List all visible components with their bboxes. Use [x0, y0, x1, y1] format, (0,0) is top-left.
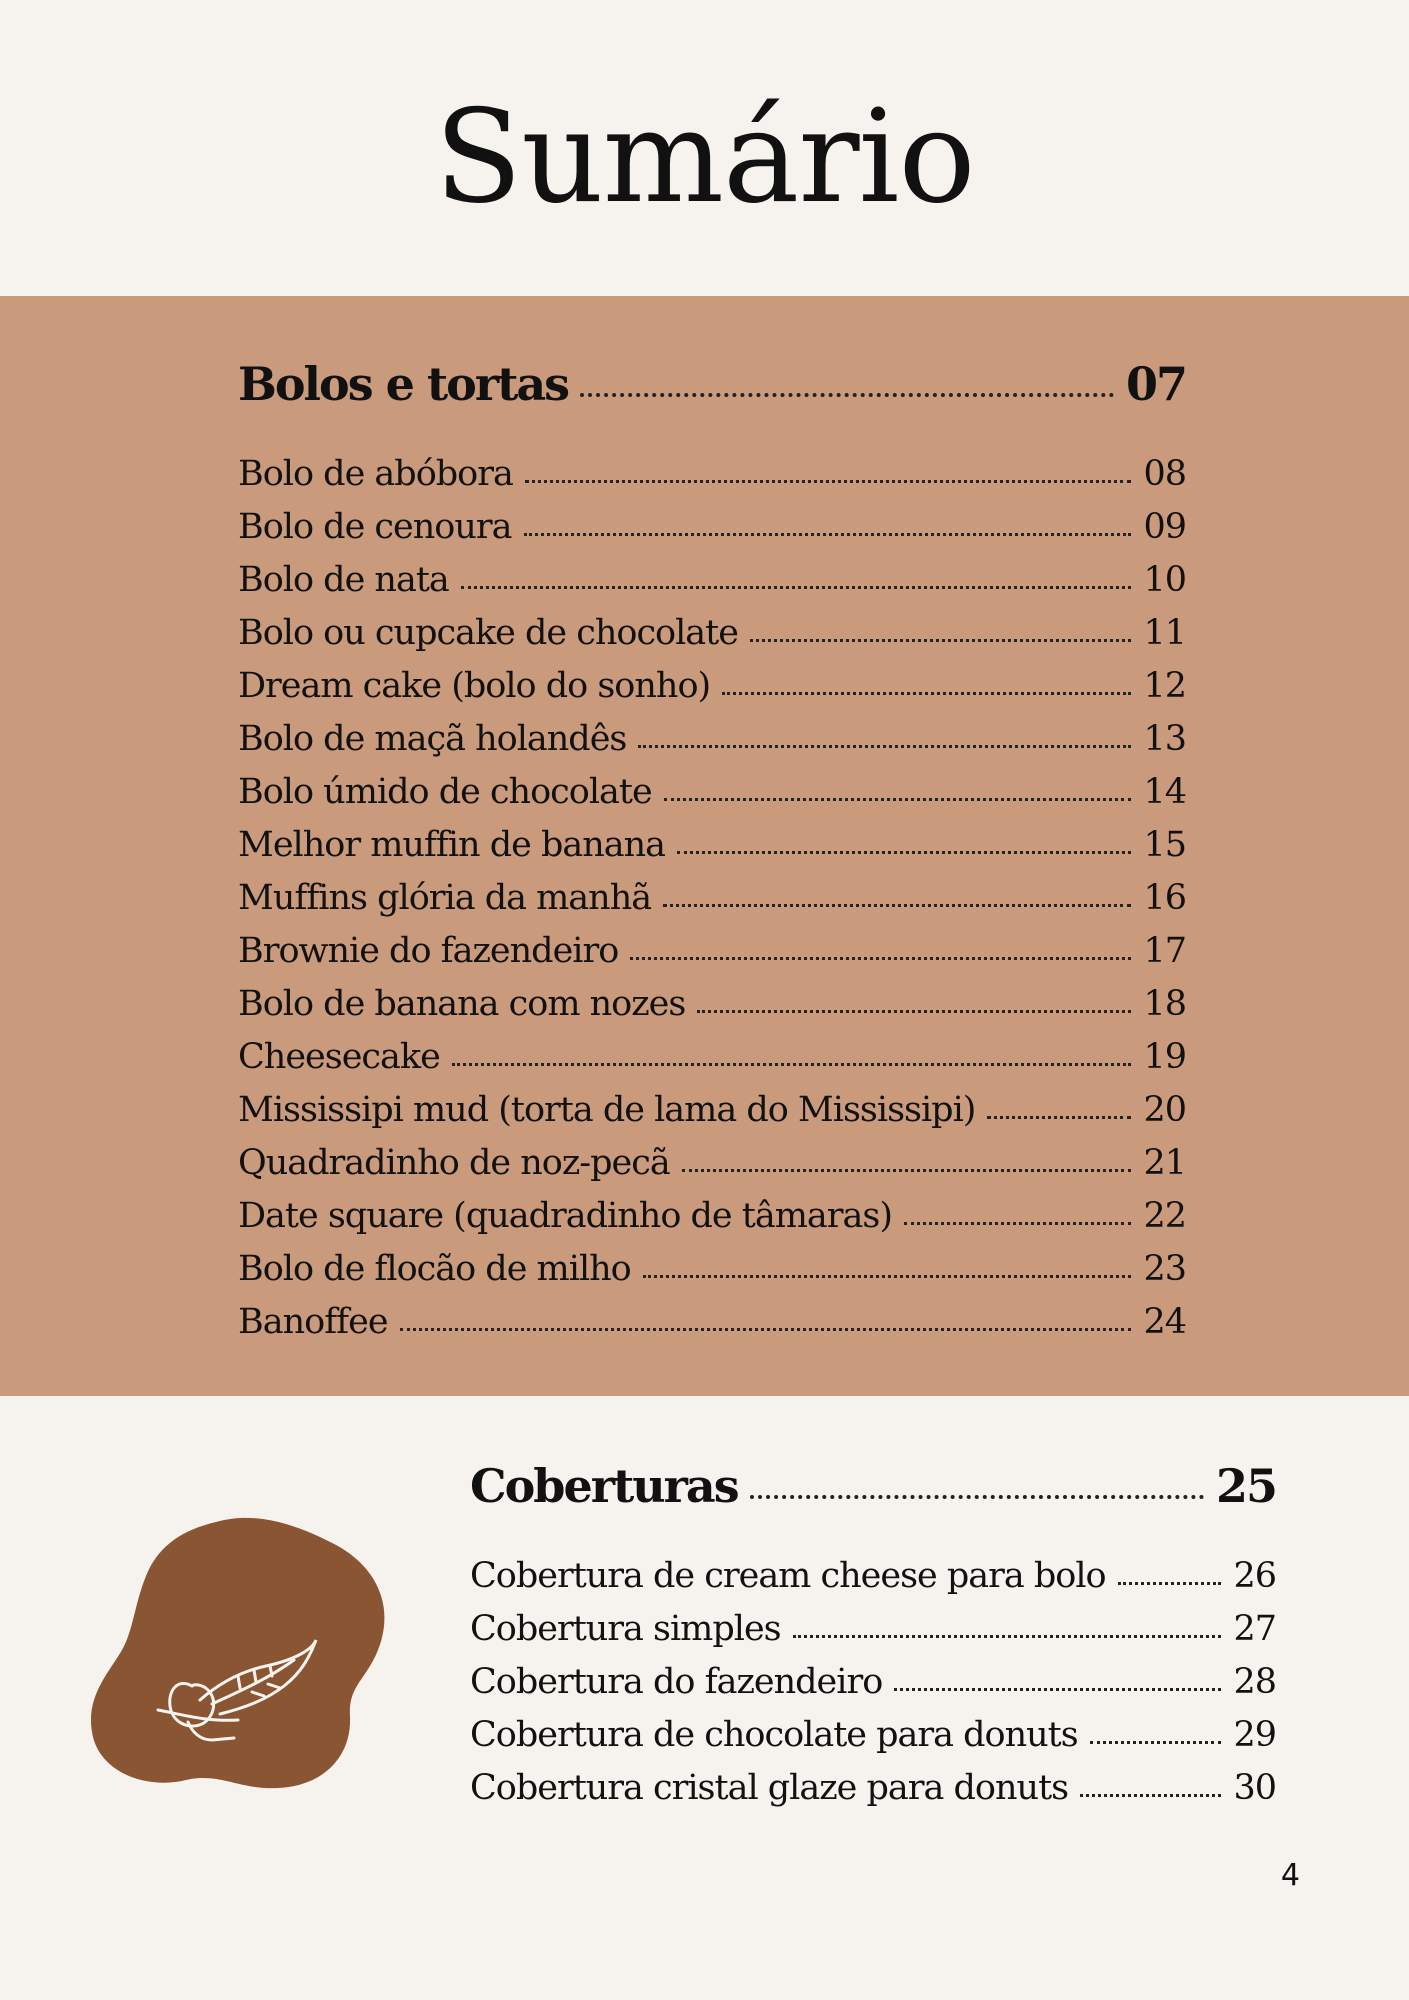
- dot-leader: [461, 586, 1132, 589]
- toc-entry-label: Bolo de maçã holandês: [238, 719, 627, 759]
- toc-entry-label: Mississipi mud (torta de lama do Mississipi): [238, 1090, 976, 1130]
- toc-entry-page: 29: [1233, 1715, 1276, 1755]
- toc-entry-page: 14: [1143, 772, 1186, 812]
- toc-entry[interactable]: [238, 819, 1186, 872]
- toc-heading-page: 25: [1215, 1459, 1276, 1513]
- toc-entry-label: Date square (quadradinho de tâmaras): [238, 1196, 892, 1236]
- toc-entry-page: 16: [1143, 878, 1186, 918]
- toc-entry-label: Bolo de flocão de milho: [238, 1249, 631, 1289]
- toc-entry-page: 23: [1143, 1249, 1186, 1289]
- toc-entry[interactable]: [470, 1550, 1276, 1603]
- toc-section-bolos-e-tortas: [238, 356, 1186, 1349]
- dot-leader: [904, 1222, 1131, 1225]
- toc-entry[interactable]: [238, 607, 1186, 660]
- page-title: Sumário: [434, 83, 975, 232]
- dot-leader: [1118, 1582, 1222, 1585]
- toc-entry[interactable]: [238, 501, 1186, 554]
- toc-entry-page: 28: [1233, 1662, 1276, 1702]
- toc-entry-page: 27: [1233, 1609, 1276, 1649]
- toc-entry-label: Cobertura cristal glaze para donuts: [470, 1768, 1069, 1808]
- dot-leader: [638, 745, 1131, 748]
- toc-entry-label: Bolo ou cupcake de chocolate: [238, 613, 738, 653]
- dot-leader: [722, 692, 1131, 695]
- toc-entry[interactable]: [238, 766, 1186, 819]
- dot-leader: [750, 1495, 1204, 1499]
- dot-leader: [793, 1635, 1222, 1638]
- page-number: 4: [1280, 1858, 1300, 1893]
- dot-leader: [894, 1688, 1221, 1691]
- toc-entry[interactable]: [238, 1296, 1186, 1349]
- toc-entry-label: Cobertura de chocolate para donuts: [470, 1715, 1078, 1755]
- toc-entry-label: Bolo de abóbora: [238, 454, 513, 494]
- toc-entry[interactable]: [238, 554, 1186, 607]
- decorative-blob: [88, 1510, 388, 1794]
- toc-entry-page: 21: [1143, 1143, 1186, 1183]
- toc-entry-page: 17: [1143, 931, 1186, 971]
- toc-section-heading[interactable]: [238, 356, 1186, 412]
- toc-entry-page: 13: [1143, 719, 1186, 759]
- toc-entry[interactable]: [470, 1762, 1276, 1815]
- toc-entry-label: Quadradinho de noz-pecã: [238, 1143, 670, 1183]
- toc-entry-page: 08: [1143, 454, 1186, 494]
- toc-entry-page: 19: [1143, 1037, 1186, 1077]
- toc-entry[interactable]: [238, 713, 1186, 766]
- toc-entry-label: Brownie do fazendeiro: [238, 931, 619, 971]
- toc-entry-page: 24: [1143, 1302, 1186, 1342]
- dot-leader: [525, 480, 1132, 483]
- toc-entry[interactable]: [238, 978, 1186, 1031]
- toc-entry-page: 12: [1143, 666, 1186, 706]
- dot-leader: [677, 851, 1131, 854]
- toc-entry-page: 18: [1143, 984, 1186, 1024]
- toc-heading-label: Coberturas: [470, 1459, 738, 1513]
- toc-entry-page: 09: [1143, 507, 1186, 547]
- dot-leader: [580, 393, 1114, 397]
- dot-leader: [682, 1169, 1132, 1172]
- toc-entry-page: 30: [1233, 1768, 1276, 1808]
- toc-entry-label: Banoffee: [238, 1302, 388, 1342]
- dot-leader: [664, 798, 1132, 801]
- toc-entry-label: Bolo de banana com nozes: [238, 984, 686, 1024]
- toc-entry[interactable]: [238, 660, 1186, 713]
- toc-entry-page: 10: [1143, 560, 1186, 600]
- toc-entry[interactable]: [238, 872, 1186, 925]
- toc-entry-label: Muffins glória da manhã: [238, 878, 652, 918]
- toc-entry-label: Cobertura do fazendeiro: [470, 1662, 883, 1702]
- dot-leader: [697, 1010, 1131, 1013]
- toc-entry-page: 11: [1143, 613, 1186, 653]
- dot-leader: [524, 533, 1132, 536]
- toc-entry-page: 22: [1143, 1196, 1186, 1236]
- dot-leader: [400, 1328, 1132, 1331]
- toc-entry-page: 26: [1233, 1556, 1276, 1596]
- toc-entry[interactable]: [238, 1084, 1186, 1137]
- toc-heading-label: Bolos e tortas: [238, 357, 569, 411]
- toc-entry[interactable]: [470, 1709, 1276, 1762]
- dot-leader: [1080, 1794, 1221, 1797]
- toc-entry-label: Bolo de nata: [238, 560, 449, 600]
- dot-leader: [663, 904, 1131, 907]
- toc-entry[interactable]: [470, 1603, 1276, 1656]
- toc-section-heading[interactable]: [470, 1458, 1276, 1514]
- toc-entry[interactable]: [238, 448, 1186, 501]
- toc-entry-label: Dream cake (bolo do sonho): [238, 666, 711, 706]
- toc-entry-label: Bolo de cenoura: [238, 507, 512, 547]
- toc-entry-page: 20: [1143, 1090, 1186, 1130]
- toc-entry-label: Cobertura de cream cheese para bolo: [470, 1556, 1106, 1596]
- toc-entry[interactable]: [238, 925, 1186, 978]
- dot-leader: [750, 639, 1131, 642]
- toc-entry-label: Cobertura simples: [470, 1609, 781, 1649]
- dot-leader: [452, 1063, 1132, 1066]
- dot-leader: [987, 1116, 1131, 1119]
- toc-entry-label: Bolo úmido de chocolate: [238, 772, 652, 812]
- toc-entry[interactable]: [238, 1137, 1186, 1190]
- toc-entry-label: Melhor muffin de banana: [238, 825, 666, 865]
- almond-leaf-icon: [88, 1510, 388, 1794]
- toc-heading-page: 07: [1125, 357, 1186, 411]
- dot-leader: [1090, 1741, 1222, 1744]
- dot-leader: [630, 957, 1131, 960]
- toc-entry[interactable]: [238, 1190, 1186, 1243]
- dot-leader: [643, 1275, 1132, 1278]
- toc-entry[interactable]: [238, 1031, 1186, 1084]
- toc-entry-label: Cheesecake: [238, 1037, 440, 1077]
- toc-entry[interactable]: [470, 1656, 1276, 1709]
- toc-entry-page: 15: [1143, 825, 1186, 865]
- toc-entry[interactable]: [238, 1243, 1186, 1296]
- toc-section-coberturas: [470, 1458, 1276, 1815]
